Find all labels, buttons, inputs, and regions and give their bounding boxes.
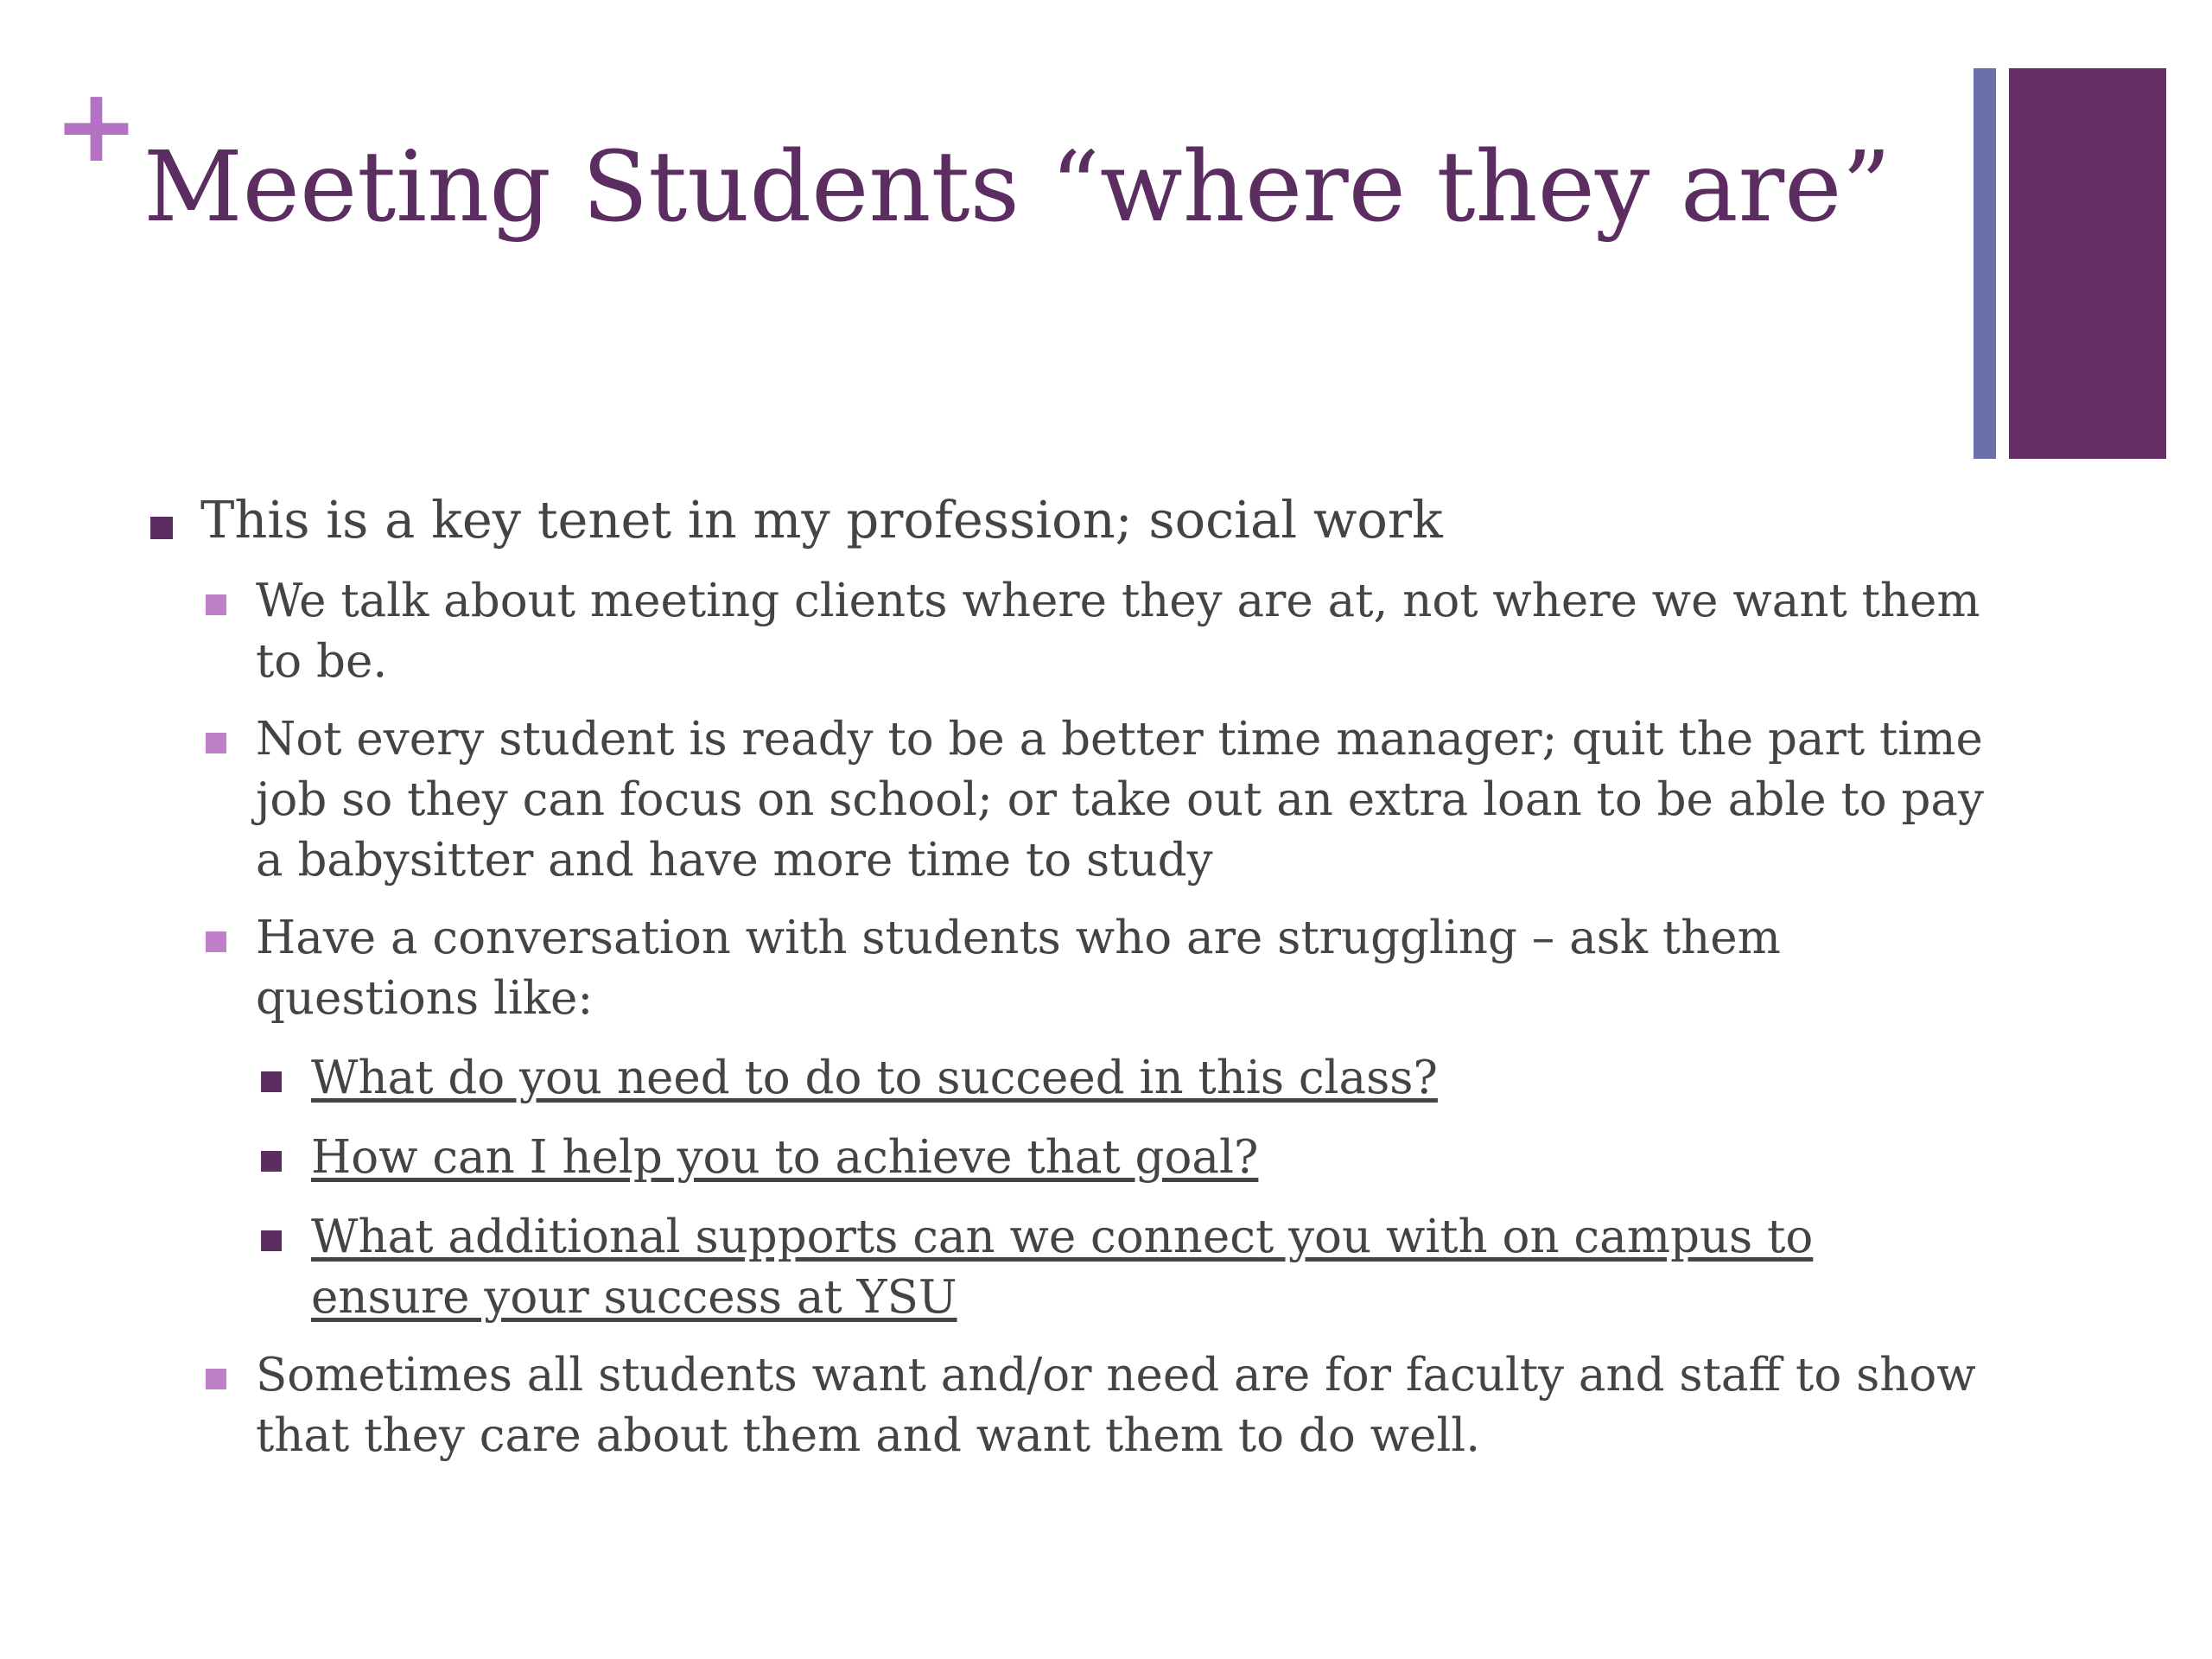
bullet-item-level1 <box>143 488 1984 552</box>
bullet-text: Sometimes all students want and/or need are for faculty and staff to show that they care about them and want them to do well. <box>256 1348 1976 1462</box>
square-bullet-icon <box>261 1230 282 1251</box>
bullet-text: This is a key tenet in my profession; social work <box>200 490 1443 550</box>
square-bullet-icon <box>150 517 173 539</box>
bullet-text: Have a conversation with students who are struggling – ask them questions like: <box>256 911 1781 1025</box>
bullet-item-level2 <box>200 571 1984 692</box>
bullet-item-level2 <box>200 908 1984 1029</box>
square-bullet-icon <box>206 594 226 615</box>
bullet-text: How can I help you to achieve that goal? <box>311 1130 1259 1184</box>
square-bullet-icon <box>206 931 226 952</box>
square-bullet-icon <box>206 1369 226 1389</box>
square-bullet-icon <box>261 1071 282 1092</box>
bullet-item-level2 <box>200 1345 1984 1466</box>
slide-title: Meeting Students “where they are” <box>143 131 1891 244</box>
decorative-bar-thin <box>1974 68 1996 459</box>
bullet-item-level3 <box>256 1207 1984 1328</box>
square-bullet-icon <box>261 1151 282 1172</box>
plus-icon: + <box>54 66 139 185</box>
bullet-item-level3 <box>256 1128 1984 1188</box>
bullet-text: We talk about meeting clients where they are at, not where we want them to be. <box>256 574 1980 688</box>
bullet-text: Not every student is ready to be a better time manager; quit the part time job so they can focus on school; or take out an extra loan to be able to pay a babysitter and have more time to study <box>256 712 1984 887</box>
bullet-list <box>143 488 1984 1466</box>
decorative-bar-wide <box>2009 68 2166 459</box>
square-bullet-icon <box>206 733 226 753</box>
bullet-text: What additional supports can we connect you with on campus to ensure your success at YSU <box>311 1210 1814 1324</box>
bullet-item-level3 <box>256 1048 1984 1109</box>
bullet-text: What do you need to do to succeed in this class? <box>311 1051 1438 1104</box>
bullet-item-level2 <box>200 709 1984 891</box>
